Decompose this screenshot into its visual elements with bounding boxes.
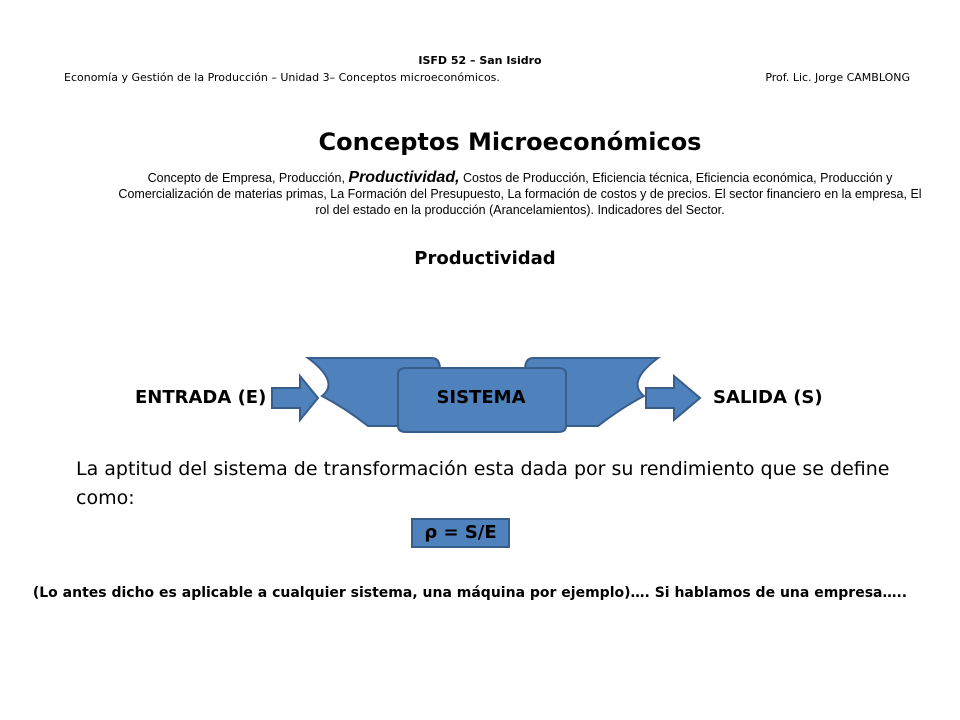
- system-label: SISTEMA: [436, 387, 526, 408]
- definition-paragraph: La aptitud del sistema de transformación esta dada por su rendimiento que se define como:: [76, 458, 890, 509]
- intro-text-highlight: Productividad,: [348, 169, 460, 186]
- input-arrow-icon: [272, 376, 318, 420]
- section-subtitle: Productividad: [414, 248, 556, 269]
- intro-text-after: Costos de Producción, Eficiencia técnica, Eficiencia económica, Producción y Comercialización de materias primas, La Formación del Presupuesto, La formación de costos y de precios. El sector financiero en la empresa, El rol del estado en la producción (Arancelamientos). Indicadores del Sector.: [118, 171, 922, 217]
- closing-note: (Lo antes dicho es aplicable a cualquier sistema, una máquina por ejemplo)…. Si hablamos de una empresa…..: [32, 585, 908, 601]
- header-professor: Prof. Lic. Jorge CAMBLONG: [765, 71, 910, 84]
- page-title: Conceptos Microeconómicos: [318, 128, 702, 156]
- input-label: ENTRADA (E): [135, 387, 267, 408]
- formula-box: ρ = S/E: [411, 518, 510, 548]
- output-arrow-icon: [646, 376, 700, 420]
- output-label: SALIDA (S): [713, 387, 823, 408]
- header-institution: ISFD 52 – San Isidro: [418, 54, 542, 67]
- intro-text-before: Concepto de Empresa, Producción,: [147, 171, 349, 185]
- header-course: Economía y Gestión de la Producción – Unidad 3– Conceptos microeconómicos.: [64, 71, 500, 84]
